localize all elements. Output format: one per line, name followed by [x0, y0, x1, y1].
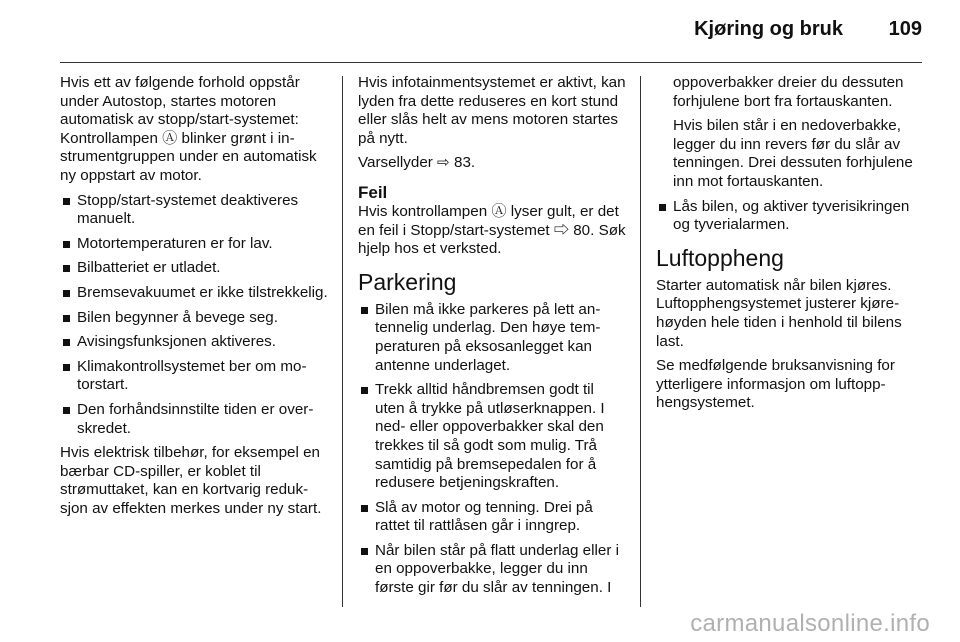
paragraph: Hvis ett av følgende forhold oppstår under Autostop, startes motoren automatisk av stopp/start-systemet: Kontrollampen Ⓐ blinker grønt i instrumentgruppen under en automatisk ny oppstart av motor. [60, 74, 317, 184]
watermark: carmanualsonline.info [690, 610, 930, 637]
bullet-item: Stopp/start-systemet deaktiveres manuelt. [60, 192, 328, 229]
column-2 [358, 74, 626, 604]
bullet-item: Lås bilen, og aktiver tyverisikringen og tyverialarmen. [656, 198, 924, 235]
heading-parkering: Parkering [358, 268, 457, 295]
bullet-item: Trekk alltid håndbremsen godt til uten å trykke på utløserknappen. I ned- eller oppoverbakker skal den trekkes til så godt som mulig. Trå samtidig på bremsepedalen for å redusere betjeningskraften. [358, 381, 626, 493]
bullet-item: Bremsevakuumet er ikke tilstrekkelig. [60, 284, 328, 303]
paragraph: Hvis infotainmentsystemet er aktivt, kan lyden fra dette reduseres en kort stund eller slås helt av mens motoren startes på nytt. [358, 74, 626, 147]
heading-luftoppheng: Luftoppheng [656, 244, 784, 271]
bullet-item: Slå av motor og tenning. Drei på rattet til rattlåsen går i inngrep. [358, 499, 626, 536]
header-rule [60, 62, 922, 63]
column-3 [656, 74, 924, 419]
column-divider [640, 76, 641, 607]
bullet-item: Avisingsfunksjonen aktiveres. [60, 333, 328, 352]
paragraph: Starter automatisk når bilen kjøres. Luftopphengsystemet justerer kjørehøyden hele tiden i henhold til bilens last. [656, 276, 902, 350]
paragraph: Hvis kontrollampen Ⓐ lyser gult, er det en feil i Stopp/start-systemet ⇨ 80. Søk hjelp hos et verksted. [358, 202, 626, 258]
page-number: 109 [888, 18, 922, 40]
bullet-item: Bilbatteriet er utladet. [60, 259, 328, 278]
paragraph: Hvis elektrisk tilbehør, for eksempel en bærbar CD-spiller, er koblet til strømuttaket, kan en kortvarig reduksjon av effekten merkes under ny start. [60, 444, 322, 517]
bullet-item: Når bilen står på flatt underlag eller i en oppoverbakke, legger du inn første gir før du slår av tenningen. I [358, 542, 626, 598]
bullet-item: Klimakontrollsystemet ber om motorstart. [60, 358, 328, 395]
bullet-item: Den forhåndsinnstilte tiden er overskredet. [60, 401, 328, 438]
bullet-item: Bilen begynner å bevege seg. [60, 309, 328, 328]
paragraph: Se medfølgende bruksanvisning for ytterligere informasjon om luftopphengsystemet. [656, 357, 895, 412]
column-divider [342, 76, 343, 607]
paragraph: Hvis bilen står i en nedoverbakke, legger du inn revers før du slår av tenningen. Drei dessuten forhjulene inn mot fortauskanten. [673, 117, 913, 190]
cross-reference: Varsellyder ⇨ 83. [358, 154, 476, 172]
paragraph-continued: oppoverbakker dreier du dessuten forhjulene bort fra fortauskanten. [673, 74, 904, 110]
bullet-item: Bilen må ikke parkeres på lett antennelig underlag. Den høye temperaturen på eksosanlegget kan antenne underlaget. [358, 301, 626, 375]
section-title: Kjøring og bruk [694, 18, 843, 40]
bullet-item: Motortemperaturen er for lav. [60, 235, 328, 254]
heading-feil: Feil [358, 182, 388, 202]
column-1 [60, 74, 328, 524]
